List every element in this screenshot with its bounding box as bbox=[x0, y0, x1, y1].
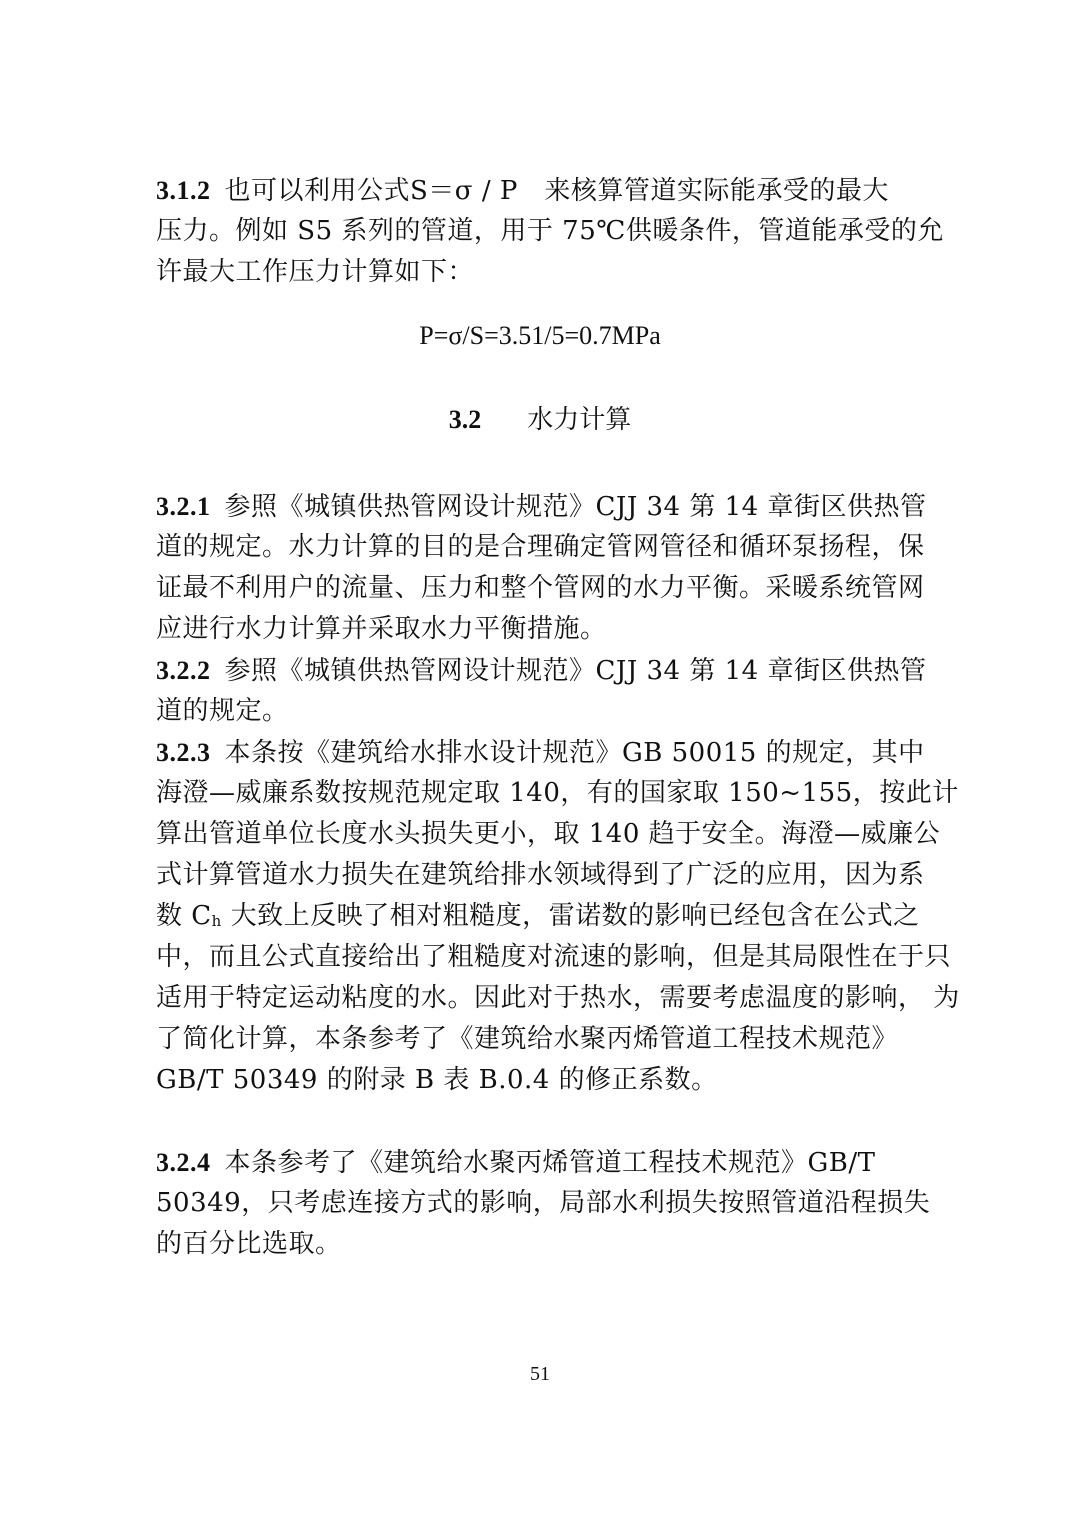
clause-3-2-4 bbox=[156, 1142, 931, 1265]
clause-line: 式计算管道水力损失在建筑给排水领域得到了广泛的应用，因为系 bbox=[156, 860, 925, 890]
clause-text: 参照《城镇供热管网设计规范》CJJ 34 第 14 章街区供热管 bbox=[224, 492, 927, 522]
clause-line bbox=[156, 896, 928, 937]
clause-line: 算出管道单位长度水头损失更小，取 140 趋于安全。海澄—威廉公 bbox=[156, 819, 941, 849]
pressure-formula: P=σ/S=3.51/5=0.7MPa bbox=[419, 321, 661, 350]
clause-line bbox=[156, 170, 928, 211]
clause-line: 道的规定。水力计算的目的是合理确定管网管径和循环泵扬程，保 bbox=[156, 532, 925, 562]
clause-line: 道的规定。 bbox=[156, 696, 289, 726]
section-number: 3.2 bbox=[448, 405, 482, 434]
clause-3-2-1 bbox=[156, 486, 928, 650]
clause-number: 3.2.4 bbox=[156, 1148, 211, 1177]
clause-line: 证最不利用户的流量、压力和整个管网的水力平衡。采暖系统管网 bbox=[156, 573, 925, 603]
clause-text: 大致上反映了相对粗糙度，雷诺数的影响已经包含在公式之 bbox=[221, 901, 920, 931]
clause-text: 本条参考了《建筑给水聚丙烯管道工程技术规范》GB/T bbox=[224, 1148, 876, 1178]
clause-line: GB/T 50349 的附录 B 表 B.0.4 的修正系数。 bbox=[156, 1065, 718, 1095]
clause-line: 适用于特定运动粘度的水。因此对于热水，需要考虑温度的影响， 为 bbox=[156, 983, 960, 1013]
page-number: 51 bbox=[530, 1363, 550, 1385]
clause-line bbox=[156, 650, 928, 691]
clause-line: 海澄—威廉系数按规范规定取 140，有的国家取 150~155，按此计 bbox=[156, 778, 959, 808]
clause-number: 3.1.2 bbox=[156, 176, 211, 205]
subscript: h bbox=[211, 912, 222, 930]
clause-line: 压力。例如 S5 系列的管道，用于 75℃供暖条件，管道能承受的允 bbox=[156, 216, 944, 246]
clause-line: 的百分比选取。 bbox=[156, 1229, 342, 1259]
clause-number: 3.2.2 bbox=[156, 656, 211, 685]
clause-line bbox=[156, 1142, 928, 1183]
clause-text: 参照《城镇供热管网设计规范》CJJ 34 第 14 章街区供热管 bbox=[224, 656, 927, 686]
section-title: 水力计算 bbox=[527, 405, 632, 435]
clause-line: 50349，只考虑连接方式的影响，局部水利损失按照管道沿程损失 bbox=[156, 1188, 931, 1218]
clause-number: 3.2.1 bbox=[156, 492, 211, 521]
clause-text: 本条按《建筑给水排水设计规范》GB 50015 的规定，其中 bbox=[224, 738, 925, 768]
clause-text: 也可以利用公式S＝σ / P 来核算管道实际能承受的最大 bbox=[224, 176, 889, 206]
clause-3-1-2 bbox=[156, 170, 944, 293]
clause-line bbox=[156, 486, 928, 527]
clause-3-2-2 bbox=[156, 650, 928, 732]
clause-line: 许最大工作压力计算如下： bbox=[156, 257, 475, 287]
clause-line: 了简化计算，本条参考了《建筑给水聚丙烯管道工程技术规范》 bbox=[156, 1024, 899, 1054]
clause-line bbox=[156, 732, 928, 773]
section-heading bbox=[0, 402, 1080, 438]
clause-number: 3.2.3 bbox=[156, 738, 211, 767]
clause-line: 中，而且公式直接给出了粗糙度对流速的影响，但是其局限性在于只 bbox=[156, 942, 952, 972]
clause-text: 数 C bbox=[156, 901, 212, 931]
clause-3-2-3 bbox=[156, 732, 960, 1101]
clause-line: 应进行水力计算并采取水力平衡措施。 bbox=[156, 614, 607, 644]
